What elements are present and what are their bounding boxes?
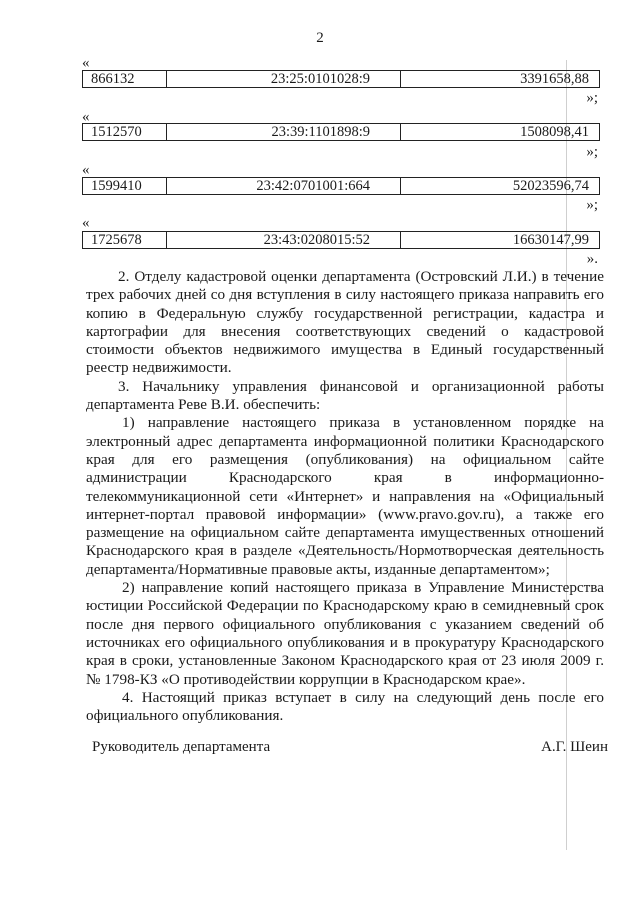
cadastral-value: 1508098,41: [401, 124, 600, 141]
table-row: [83, 232, 600, 249]
closing-quote: »;: [586, 144, 598, 160]
table-row: [83, 71, 600, 88]
record-number: 1512570: [83, 124, 167, 141]
open-quote: «: [82, 55, 90, 71]
record-number: 866132: [83, 71, 167, 88]
open-quote: «: [82, 162, 90, 178]
open-quote: «: [82, 109, 90, 125]
signatory-position: Руководитель департамента: [92, 739, 271, 755]
record-number: 1599410: [83, 178, 167, 195]
paragraph-3: 3. Начальнику управления финансовой и организационной работы департамента Реве В.И. обеспечить:: [86, 377, 604, 414]
table-row: [83, 124, 600, 141]
signatory-name: А.Г. Шеин: [541, 739, 608, 755]
record-table-3: [82, 177, 600, 195]
record-table-2: [82, 123, 600, 141]
cadastral-number: 23:39:1101898:9: [167, 124, 401, 141]
closing-quote: ».: [586, 251, 598, 267]
closing-quote: »;: [586, 90, 598, 106]
cadastral-value: 16630147,99: [401, 232, 600, 249]
page-number: 2: [316, 30, 324, 46]
record-table-4: [82, 231, 600, 249]
paragraph-3-item-2: 2) направление копий настоящего приказа в Управление Министерства юстиции Российской Федерации по Краснодарскому краю в семидневный срок после дня первого официального опубликования с указанием сведений об источниках его официального опубликования и в прокуратуру Краснодарского края в сроки, установленные Законом Краснодарского края от 23 июля 2009 г. № 1798-КЗ «О противодействии коррупции в Краснодарском крае».: [86, 579, 604, 688]
cadastral-value: 3391658,88: [401, 71, 600, 88]
cadastral-number: 23:42:0701001:664: [167, 178, 401, 195]
paragraph-4: 4. Настоящий приказ вступает в силу на следующий день после его официального опубликования.: [86, 688, 604, 725]
paragraph-3-item-1: 1) направление настоящего приказа в установленном порядке на электронный адрес департамента информационной политики Краснодарского края для его размещения (опубликования) на официальном сайте администрации Краснодарского края в информационно-телекоммуникационной сети «Интернет» и направления на «Официальный интернет-портал правовой информации» (www.pravo.gov.ru), а также его размещение на официальном сайте департамента имущественных отношений Краснодарского края в разделе «Деятельность/Нормотворческая деятельность департамента/Нормативные правовые акты, изданные департаментом»;: [86, 414, 604, 578]
open-quote: «: [82, 215, 90, 231]
order-body: [86, 268, 604, 725]
closing-quote: »;: [586, 197, 598, 213]
cadastral-number: 23:43:0208015:52: [167, 232, 401, 249]
cadastral-number: 23:25:0101028:9: [167, 71, 401, 88]
record-table-1: [82, 70, 600, 88]
cadastral-value: 52023596,74: [401, 178, 600, 195]
table-row: [83, 178, 600, 195]
record-number: 1725678: [83, 232, 167, 249]
paragraph-2: 2. Отделу кадастровой оценки департамента (Островский Л.И.) в течение трех рабочих дней со дня вступления в силу настоящего приказа направить его копию в Федеральную службу государственной регистрации, кадастра и картографии для внесения соответствующих сведений о кадастровой стоимости объектов недвижимого имущества в Единый государственный реестр недвижимости.: [86, 268, 604, 377]
